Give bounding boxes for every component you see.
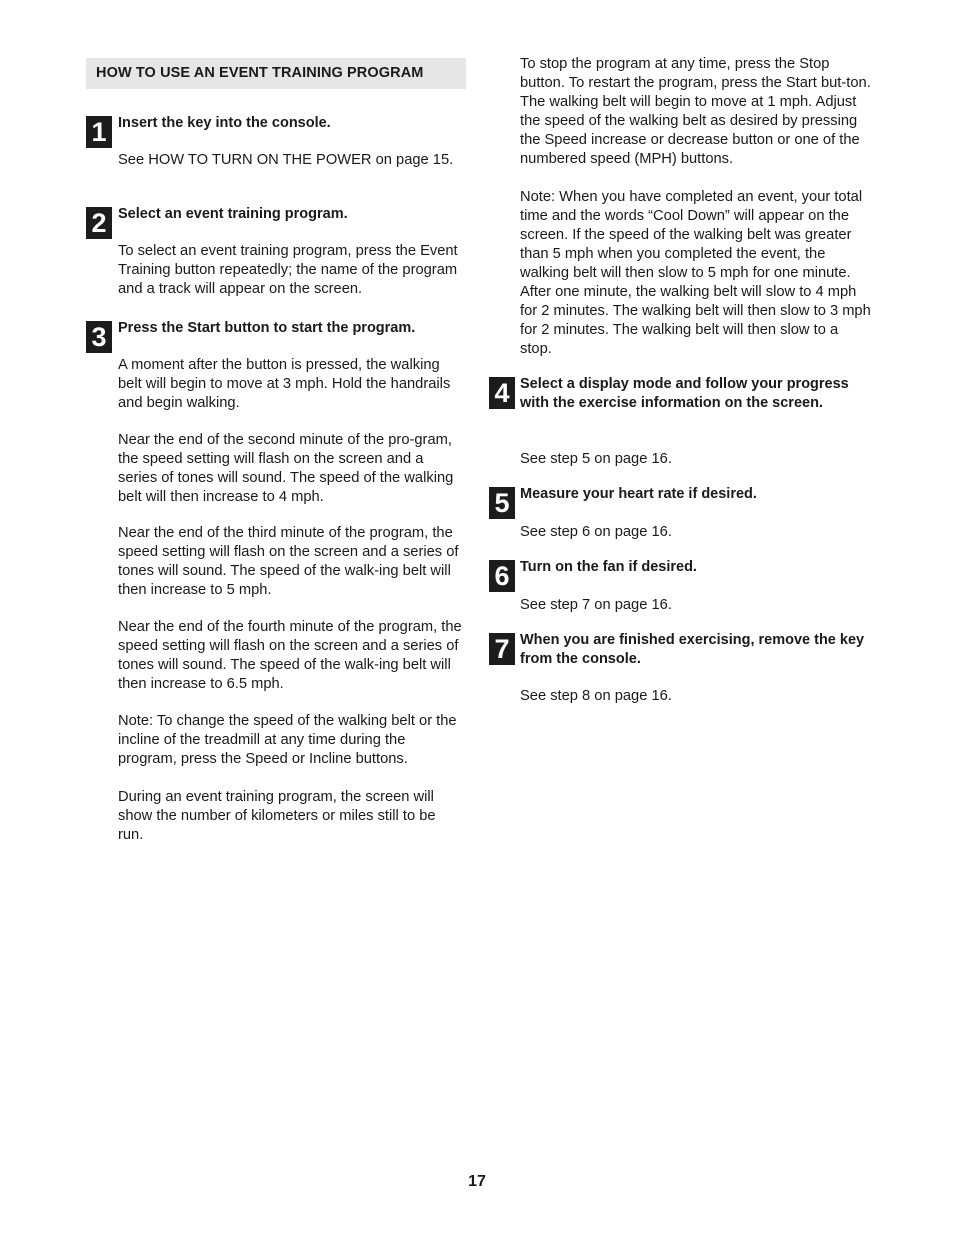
step-number-1: 1 bbox=[86, 116, 112, 148]
step-6-title: Turn on the fan if desired. bbox=[520, 559, 697, 575]
step-1-paragraph-1: See HOW TO TURN ON THE POWER on page 15. bbox=[118, 152, 454, 168]
step-3-paragraph-2: Near the end of the second minute of the pro-gram, the speed setting will flash on the screen and a series of tones will sound. The speed of the walking belt will then increase to 4 mph. bbox=[118, 432, 454, 505]
step-number-6: 6 bbox=[489, 560, 515, 592]
step-2-title: Select an event training program. bbox=[118, 206, 348, 222]
step-3-paragraph-4: Near the end of the fourth minute of the program, the speed setting will flash on the screen and a series of tones will sound. The speed of the walk-ing belt will then increase to 6.5 mph. bbox=[118, 619, 462, 692]
step-7-title: When you are finished exercising, remove the key from the console. bbox=[520, 632, 865, 667]
step-3-paragraph-5: Note: To change the speed of the walking belt or the incline of the treadmill at any time during the program, press the Speed or Incline buttons. bbox=[118, 713, 457, 767]
step-number-2: 2 bbox=[86, 207, 112, 239]
step-number-7: 7 bbox=[489, 633, 515, 665]
step-3-title: Press the Start button to start the program. bbox=[118, 320, 416, 336]
step-5-paragraph-1: See step 6 on page 16. bbox=[520, 524, 672, 540]
step-6-paragraph-1: See step 7 on page 16. bbox=[520, 597, 672, 613]
step-4-paragraph-1: See step 5 on page 16. bbox=[520, 451, 672, 467]
step-number-5: 5 bbox=[489, 487, 515, 519]
right-intro-paragraph-2: Note: When you have completed an event, your total time and the words “Cool Down” will appear on the screen. If the speed of the walking belt was greater than 5 mph when you completed the event, the walking belt will then slow to 5 mph for one minute. After one minute, the walking belt will slow to 4 mph for 2 minutes. The walking belt will then slow to 3 mph for 2 minutes. The walking belt will then slow to a stop. bbox=[520, 189, 871, 357]
section-header: HOW TO USE AN EVENT TRAINING PROGRAM bbox=[86, 58, 466, 89]
step-7-paragraph-1: See step 8 on page 16. bbox=[520, 688, 672, 704]
page-number: 17 bbox=[468, 1173, 486, 1190]
step-3-paragraph-3: Near the end of the third minute of the program, the speed setting will flash on the screen and a series of tones will sound. The speed of the walk-ing belt will then increase to 5 mph. bbox=[118, 525, 459, 598]
step-5-title: Measure your heart rate if desired. bbox=[520, 486, 757, 502]
right-intro-paragraph-1: To stop the program at any time, press the Stop button. To restart the program, press the Start but-ton. The walking belt will begin to move at 1 mph. Adjust the speed of the walking belt as desired by pressing the Speed increase or decrease button or one of the numbered speed (MPH) buttons. bbox=[520, 56, 871, 167]
step-2-paragraph-1: To select an event training program, press the Event Training button repeatedly; the name of the program and a track will appear on the screen. bbox=[118, 243, 458, 297]
step-number-4: 4 bbox=[489, 377, 515, 409]
step-1-title: Insert the key into the console. bbox=[118, 115, 331, 131]
step-3-paragraph-6: During an event training program, the screen will show the number of kilometers or miles still to be run. bbox=[118, 789, 436, 843]
step-3-paragraph-1: A moment after the button is pressed, the walking belt will begin to move at 3 mph. Hold the handrails and begin walking. bbox=[118, 357, 451, 411]
step-number-3: 3 bbox=[86, 321, 112, 353]
step-4-title: Select a display mode and follow your progress with the exercise information on the screen. bbox=[520, 376, 849, 411]
